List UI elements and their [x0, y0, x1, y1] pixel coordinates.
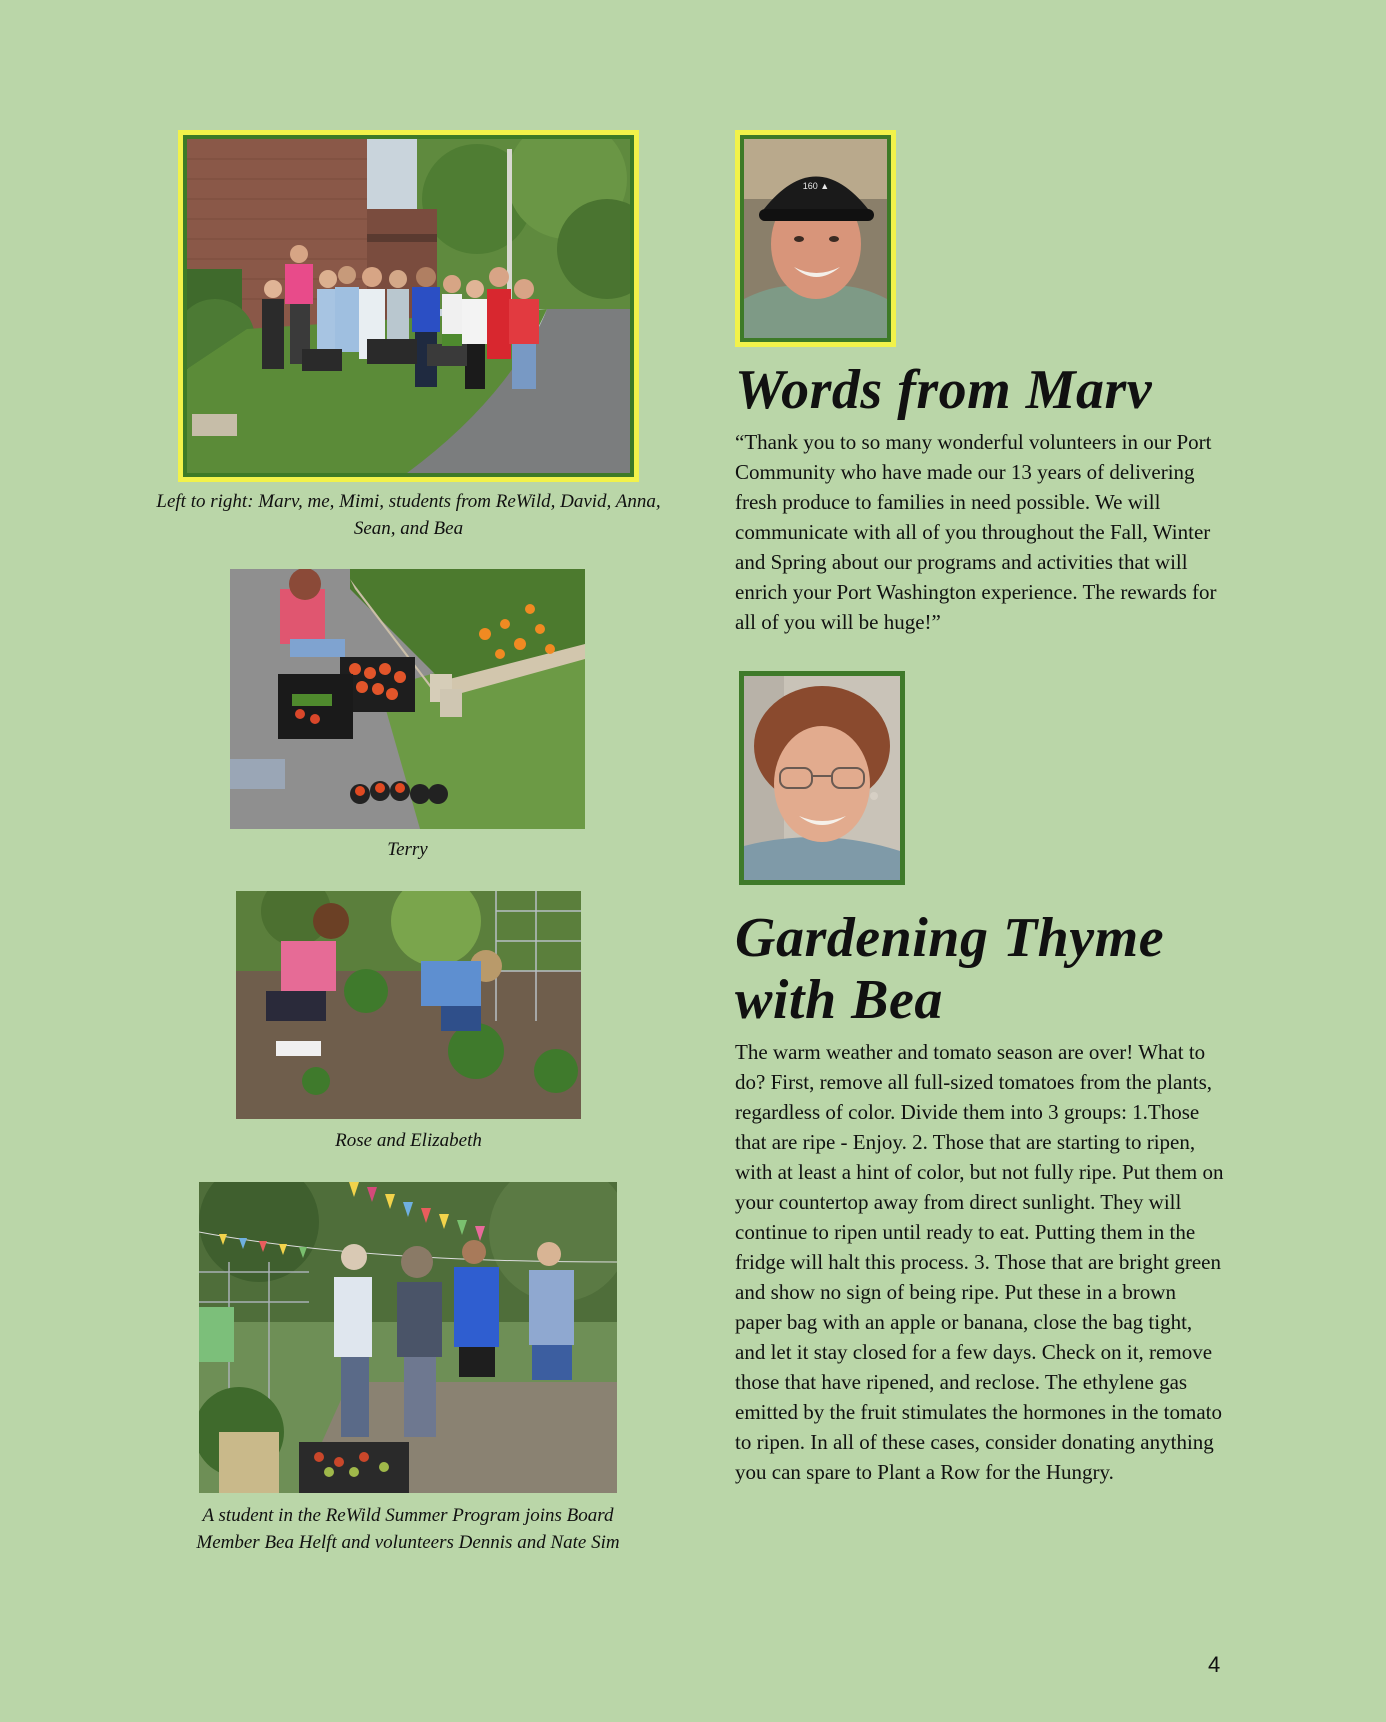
bea-body: The warm weather and tomato season are over! What to do? First, remove all full-sized tomatoes from the plants, regardless of color. Divide them into 3 groups: 1.Those that are ripe - Enjoy. 2. Those that are starting to ripen, with at least a hint of color, but not fully ripe. Put them on your countertop away from direct sunlight. They will continue to ripen until ready to eat. Putting them in the fridge will halt this process. 3. Those that are bright green and show no sign of being ripe. Put these in a brown paper bag with an apple or banana, close the bag tight, and let it stay closed for a few days. Check on it, remove those that have ripened, and reclose. The ethylene gas emitted by the fruit stimulates the hormones in the tomato to ripen. In all of these cases, consider donating anything you can spare to Plant a Row for the Hungry. — [735, 1040, 1224, 1484]
marv-portrait-frame — [735, 130, 896, 347]
bea-volunteers-photo-frame — [199, 1182, 617, 1493]
photo1-caption: Left to right: Marv, me, Mimi, students from ReWild, David, Anna, Sean, and Bea — [156, 491, 661, 539]
bea-portrait-frame — [739, 671, 905, 885]
terry-photo — [230, 569, 585, 829]
marv-heading: Words from Marv — [735, 359, 1153, 421]
bea-volunteers-photo — [199, 1182, 617, 1493]
bea-heading-line1: Gardening Thyme — [735, 907, 1165, 969]
svg-text:160 ▲: 160 ▲ — [802, 181, 830, 191]
page-number: 4 — [1208, 1652, 1221, 1677]
bea-portrait — [744, 676, 900, 880]
group-photo-frame — [178, 130, 639, 482]
terry-photo-frame — [230, 569, 585, 829]
marv-portrait — [744, 139, 887, 338]
rose-elizabeth-photo — [236, 891, 581, 1119]
photo2-caption: Terry — [387, 839, 428, 860]
group-photo — [187, 139, 630, 473]
rose-elizabeth-photo-frame — [236, 891, 581, 1119]
photo3-caption: Rose and Elizabeth — [335, 1130, 482, 1151]
marv-quote: “Thank you to so many wonderful volunteers in our Port Community who have made our 13 years of delivering fresh produce to families in need possible. We will communicate with all of you throughout the Fall, Winter and Spring about our programs and activities that will enrich your Port Washington experience. The rewards for all of you will be huge!” — [735, 430, 1217, 634]
bea-heading-line2: with Bea — [735, 969, 943, 1031]
photo4-caption: A student in the ReWild Summer Program joins Board Member Bea Helft and volunteers Dennis and Nate Sim — [196, 1505, 620, 1553]
